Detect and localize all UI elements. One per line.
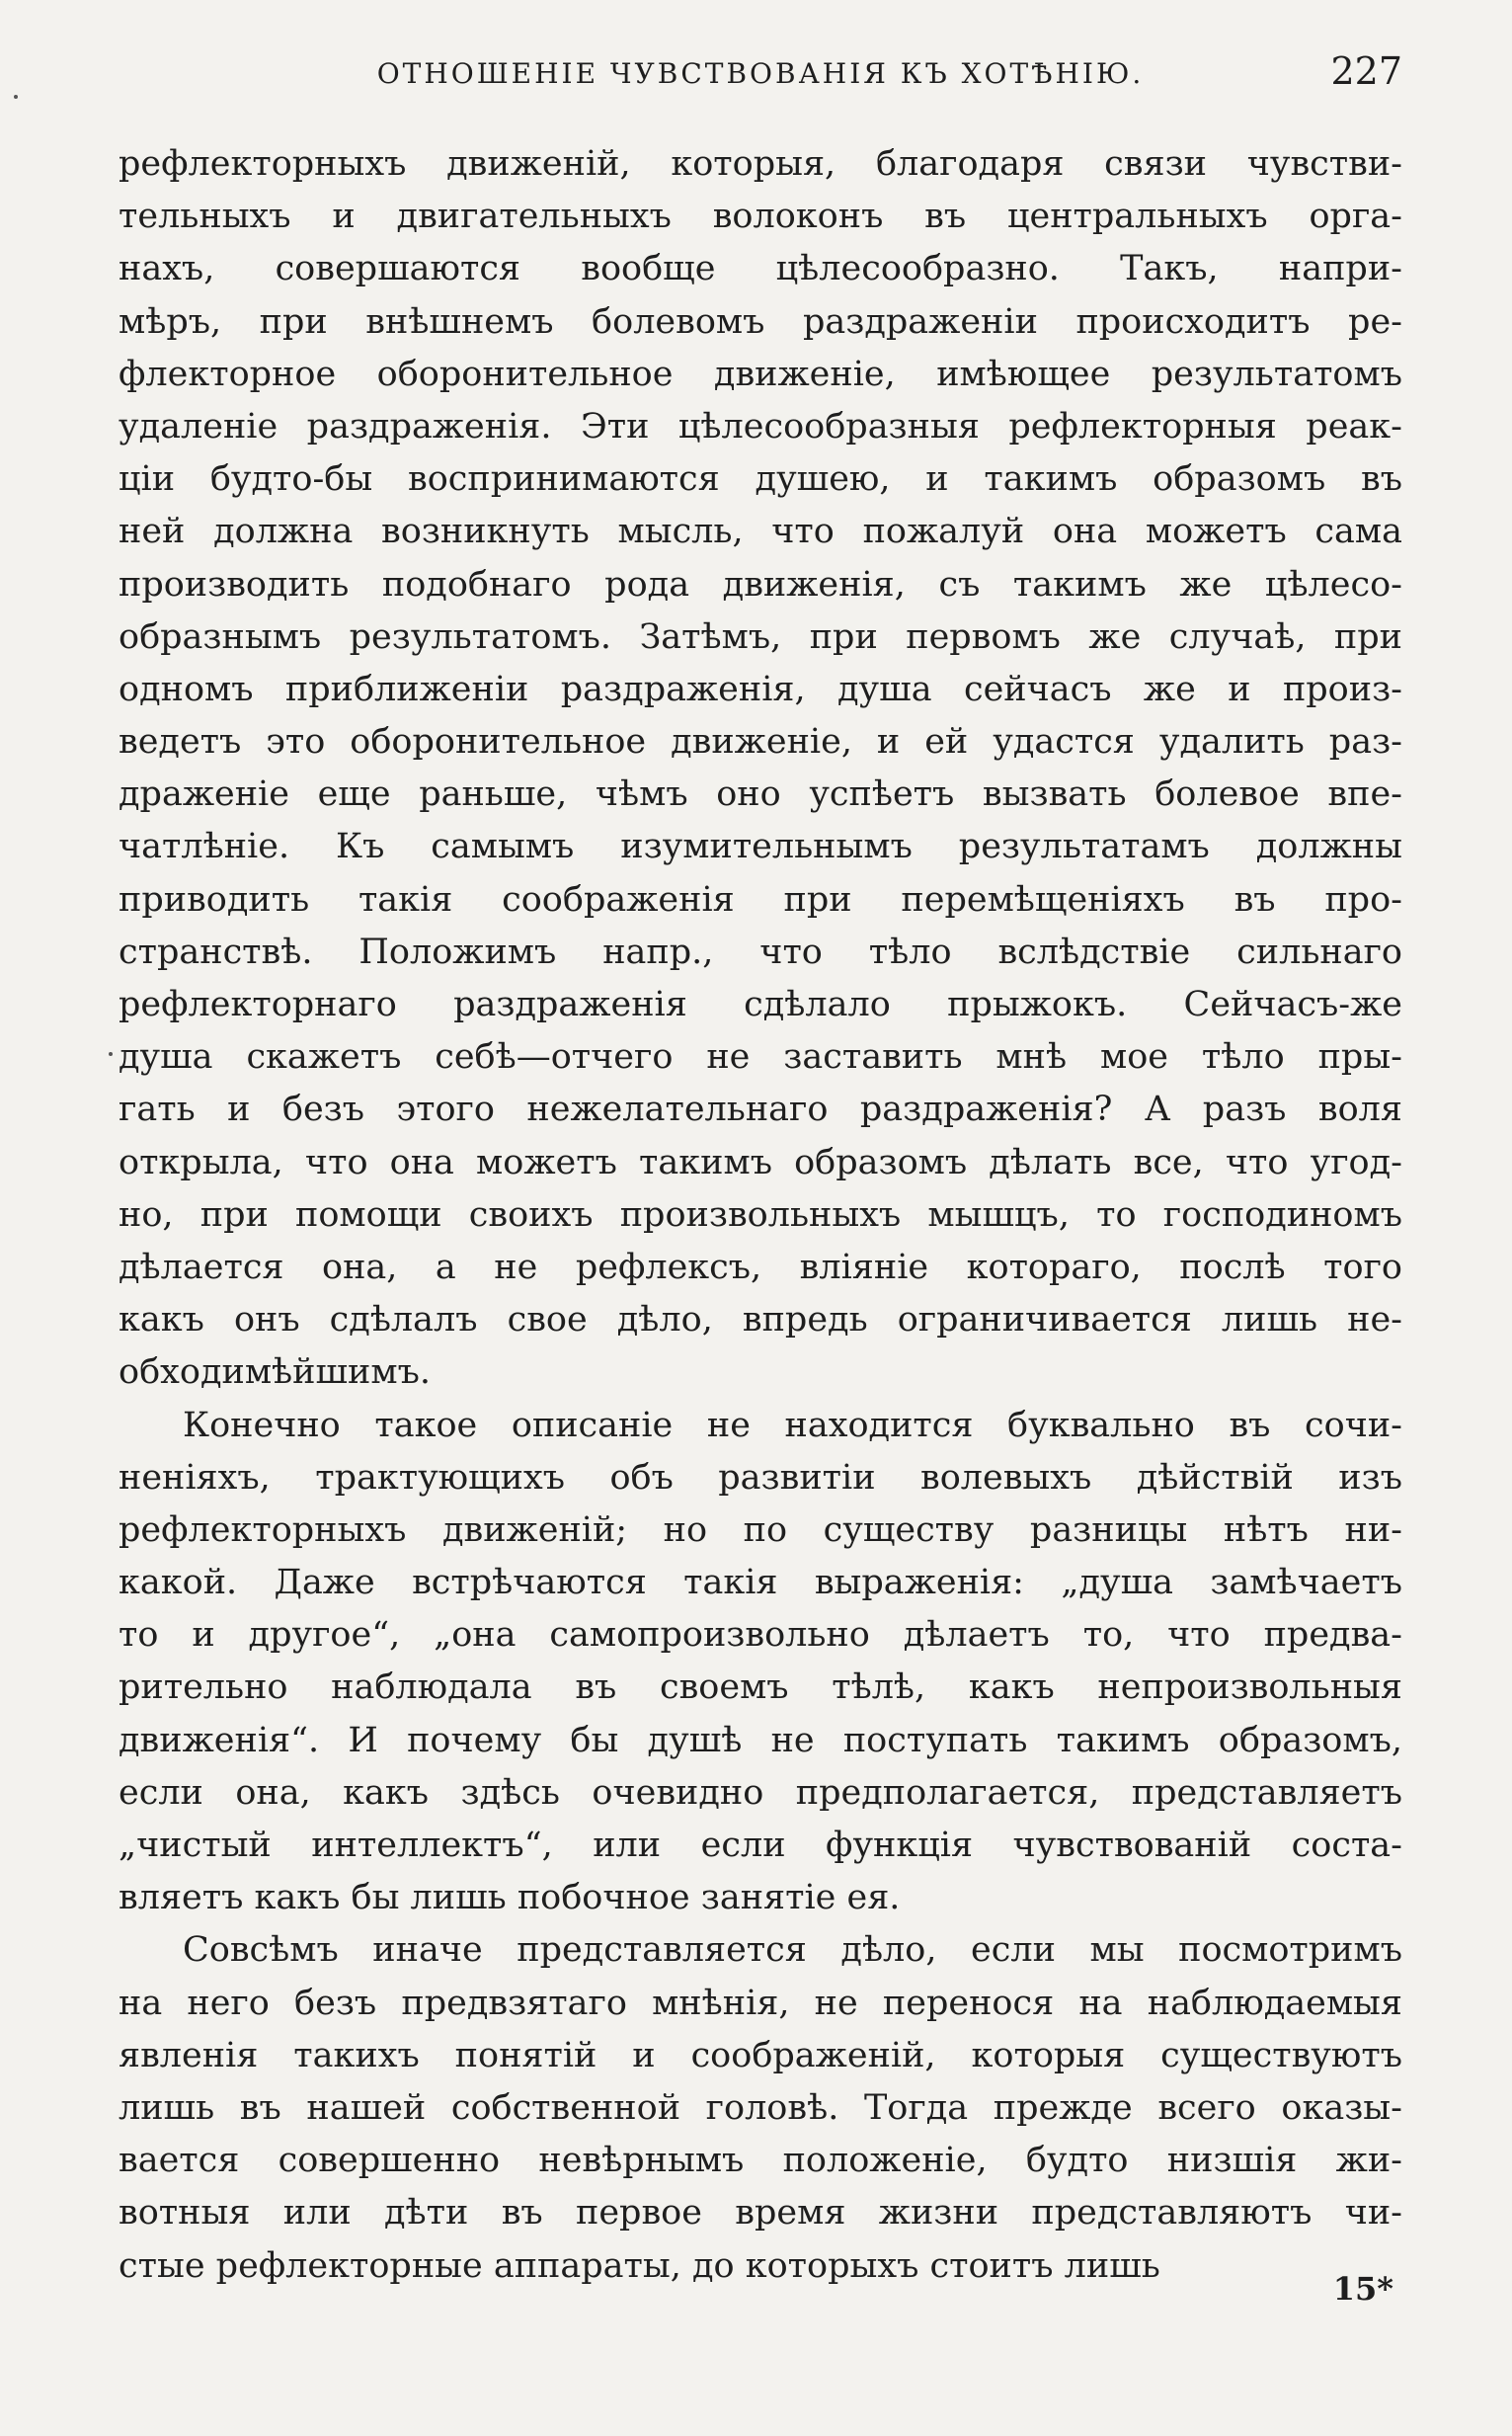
text-line: флекторное оборонительное движеніе, имѣющее результатомъ (119, 354, 1402, 394)
body-text (119, 138, 1402, 2293)
margin-speck (14, 95, 18, 99)
text-line: движенія“. И почему бы душѣ не поступать такимъ образомъ, (119, 1720, 1402, 1760)
text-line: вается совершенно невѣрнымъ положеніе, будто низшія жи- (119, 2141, 1402, 2181)
text-line: ней должна возникнуть мысль, что пожалуй она можетъ сама (119, 512, 1402, 552)
text-line: лишь въ нашей собственной головѣ. Тогда прежде всего оказы- (119, 2087, 1402, 2128)
text-line: явленія такихъ понятій и соображеній, которыя существуютъ (119, 2035, 1402, 2075)
text-line: рефлекторныхъ движеній, которыя, благодаря связи чувстви- (119, 144, 1402, 184)
text-line: драженіе еще раньше, чѣмъ оно успѣетъ вызвать болевое впе- (119, 774, 1402, 815)
text-line: но, при помощи своихъ произвольныхъ мышцъ, то господиномъ (119, 1194, 1402, 1235)
text-line: производить подобнаго рода движенія, съ такимъ же цѣлесо- (119, 564, 1402, 605)
text-line: если она, какъ здѣсь очевидно предполагается, представляетъ (119, 1772, 1402, 1813)
text-line: открыла, что она можетъ такимъ образомъ дѣлать все, что угод- (119, 1142, 1402, 1182)
text-line: рительно наблюдала въ своемъ тѣлѣ, какъ непроизвольныя (119, 1667, 1402, 1708)
text-line: Конечно такое описаніе не находится буквально въ сочи- (183, 1405, 1402, 1445)
text-line: нахъ, совершаются вообще цѣлесообразно. Такъ, напри- (119, 249, 1402, 289)
text-line: удаленіе раздраженія. Эти цѣлесообразныя рефлекторныя реак- (119, 406, 1402, 447)
text-line: на него безъ предвзятаго мнѣнія, не перенося на наблюдаемыя (119, 1983, 1402, 2023)
text-line: рефлекторныхъ движеній; но по существу разницы нѣтъ ни- (119, 1509, 1402, 1550)
text-line: вляетъ какъ бы лишь побочное занятіе ея. (119, 1878, 901, 1918)
text-line: одномъ приближеніи раздраженія, душа сейчасъ же и произ- (119, 669, 1402, 709)
margin-speck (109, 1052, 113, 1056)
text-line: рефлекторнаго раздраженія сдѣлало прыжокъ. Сейчасъ-же (119, 985, 1402, 1024)
text-line: дѣлается она, а не рефлексъ, вліяніе котораго, послѣ того (119, 1247, 1402, 1287)
text-line: какой. Даже встрѣчаются такія выраженія: „душа замѣчаетъ (119, 1563, 1402, 1603)
text-line: гать и безъ этого нежелательнаго раздраженія? А разъ воля (119, 1090, 1402, 1130)
text-line: вотныя или дѣти въ первое время жизни представляютъ чи- (119, 2193, 1402, 2233)
text-line: неніяхъ, трактующихъ объ развитіи волевыхъ дѣйствій изъ (119, 1457, 1402, 1498)
text-line: образнымъ результатомъ. Затѣмъ, при первомъ же случаѣ, при (119, 616, 1402, 657)
text-line: тельныхъ и двигательныхъ волоконъ въ центральныхъ орга- (119, 197, 1402, 237)
text-line: обходимѣйшимъ. (119, 1352, 431, 1393)
text-line: стые рефлекторные аппараты, до которыхъ стоитъ лишь (119, 2245, 1160, 2286)
text-line: „чистый интеллектъ“, или если функція чувствованій соста- (119, 1826, 1402, 1865)
text-line: мѣръ, при внѣшнемъ болевомъ раздраженіи происходитъ ре- (119, 301, 1402, 342)
text-line: чатлѣніе. Къ самымъ изумительнымъ результатамъ должны (119, 827, 1402, 867)
page-number: 227 (1330, 49, 1402, 93)
text-line: ціи будто-бы воспринимаются душею, и такимъ образомъ въ (119, 459, 1402, 500)
text-line: то и другое“, „она самопроизвольно дѣлаетъ то, что предва- (119, 1615, 1402, 1656)
signature-mark: 15* (1332, 2270, 1393, 2308)
text-line: странствѣ. Положимъ напр., что тѣло вслѣдствіе сильнаго (119, 932, 1402, 972)
text-line: ведетъ это оборонительное движеніе, и ей удастся удалить раз- (119, 722, 1402, 763)
text-line: какъ онъ сдѣлалъ свое дѣло, впредь ограничивается лишь не- (119, 1300, 1402, 1340)
text-line: душа скажетъ себѣ—отчего не заставить мнѣ мое тѣло пры- (119, 1037, 1402, 1078)
page-header (119, 49, 1402, 99)
running-head: ОТНОШЕНІЕ ЧУВСТВОВАНІЯ КЪ ХОТѢНІЮ. (376, 57, 1145, 90)
text-line: приводить такія соображенія при перемѣщеніяхъ въ про- (119, 879, 1402, 920)
text-line: Совсѣмъ иначе представляется дѣло, если мы посмотримъ (183, 1930, 1402, 1971)
